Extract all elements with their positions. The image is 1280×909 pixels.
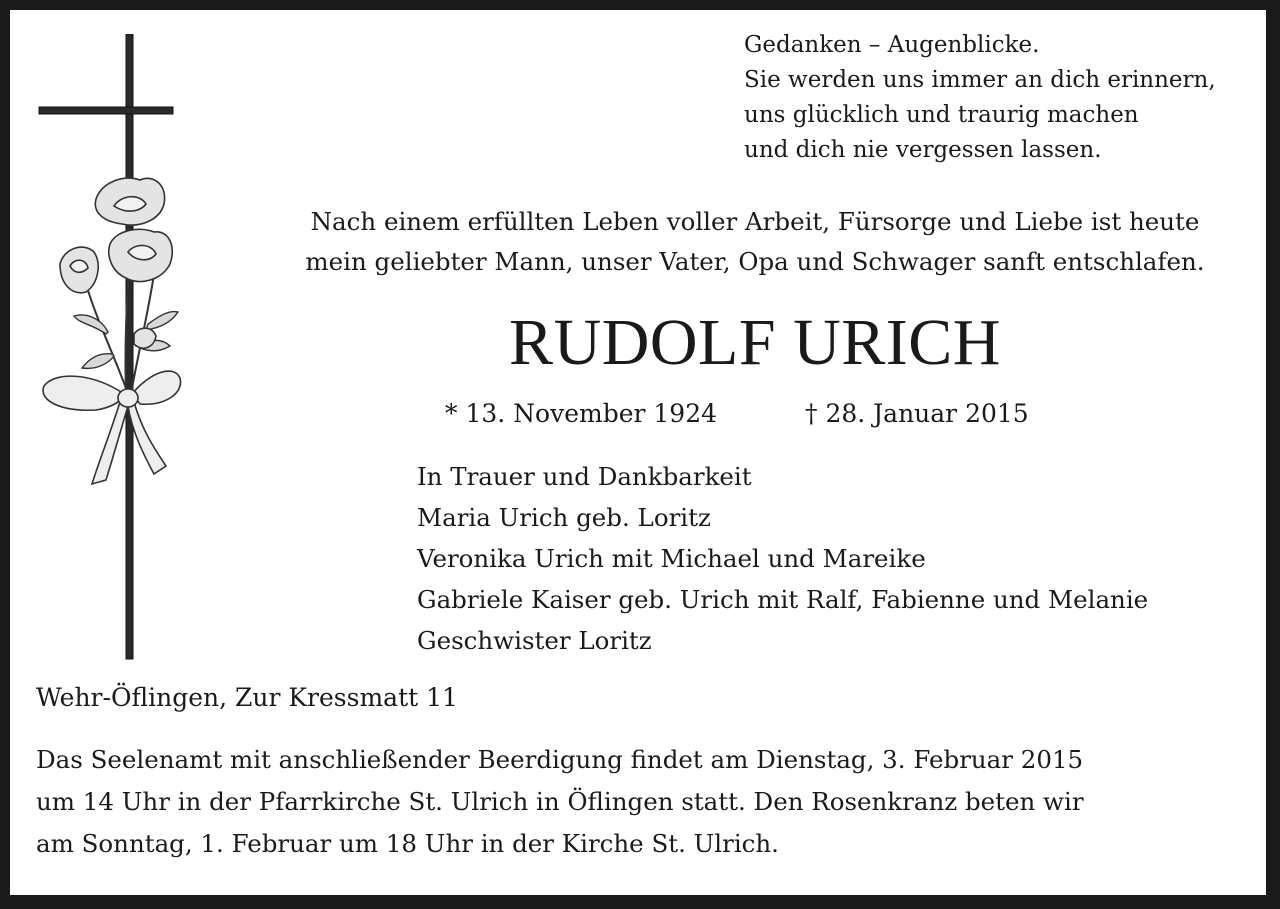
life-dates xyxy=(445,394,1029,434)
death-date: † 28. Januar 2015 xyxy=(805,399,1029,428)
service-line: am Sonntag, 1. Februar um 18 Uhr in der Kirche St. Ulrich. xyxy=(36,829,779,858)
intro-text xyxy=(260,202,1250,282)
mourner-line: In Trauer und Dankbarkeit xyxy=(417,462,752,491)
deceased-name: RUDOLF URICH xyxy=(509,306,1001,379)
service-info xyxy=(36,739,1084,865)
mourner-line: Geschwister Loritz xyxy=(417,626,652,655)
mourners-list xyxy=(417,456,1148,661)
intro-line: Nach einem erfüllten Leben voller Arbeit, Fürsorge und Liebe ist heute xyxy=(310,207,1200,236)
poem-line: und dich nie vergessen lassen. xyxy=(744,137,1102,163)
birth-date: * 13. November 1924 xyxy=(445,399,718,428)
obituary-notice xyxy=(10,10,1266,895)
poem-line: Sie werden uns immer an dich erinnern, xyxy=(744,67,1216,93)
mourner-line: Maria Urich geb. Loritz xyxy=(417,503,711,532)
poem-line: Gedanken – Augenblicke. xyxy=(744,32,1040,58)
cross-with-roses-icon xyxy=(36,34,186,664)
intro-line: mein geliebter Mann, unser Vater, Opa und Schwager sanft entschlafen. xyxy=(305,247,1205,276)
mourner-line: Gabriele Kaiser geb. Urich mit Ralf, Fabienne und Melanie xyxy=(417,585,1149,614)
poem xyxy=(744,28,1216,168)
mourner-line: Veronika Urich mit Michael und Mareike xyxy=(417,544,926,573)
poem-line: uns glücklich und traurig machen xyxy=(744,102,1139,128)
service-line: um 14 Uhr in der Pfarrkirche St. Ulrich in Öflingen statt. Den Rosenkranz beten wir xyxy=(36,787,1084,816)
service-line: Das Seelenamt mit anschließender Beerdigung findet am Dienstag, 3. Februar 2015 xyxy=(36,745,1084,774)
address: Wehr-Öflingen, Zur Kressmatt 11 xyxy=(36,683,458,712)
